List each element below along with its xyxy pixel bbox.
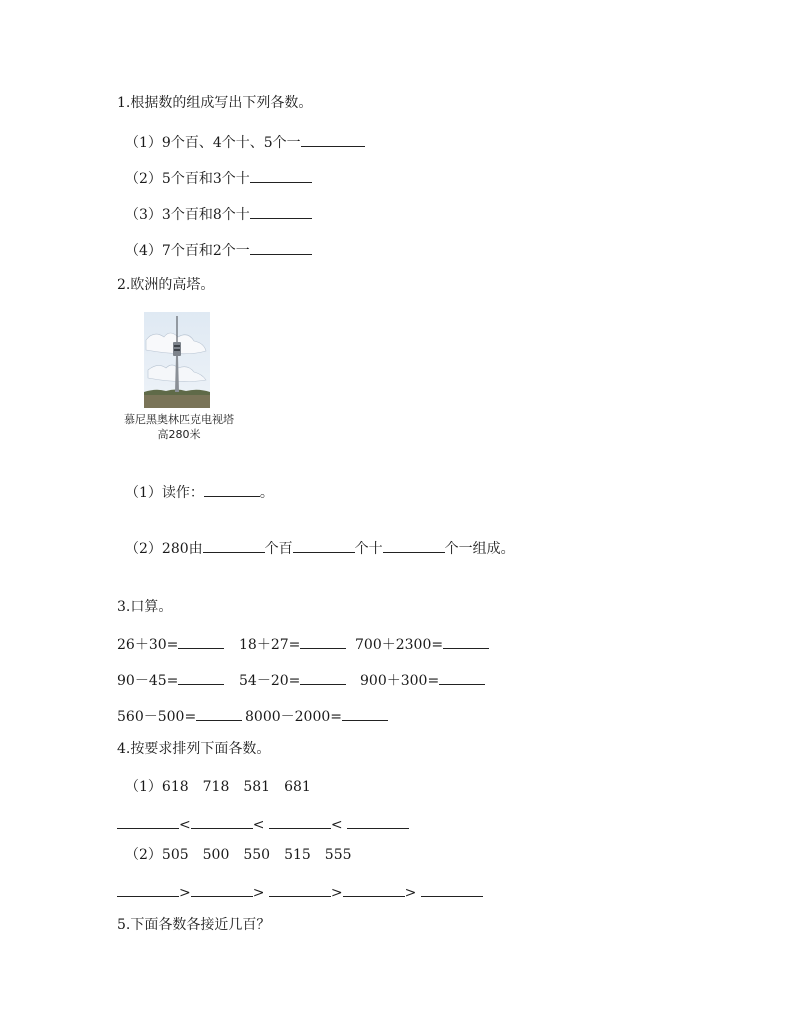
answer-blank[interactable] xyxy=(439,670,485,685)
item-text: 5个百和3个十 xyxy=(161,171,250,187)
greater-than-sign: > xyxy=(404,885,417,901)
answer-blank[interactable] xyxy=(203,538,265,553)
problem-text: 90－45= xyxy=(117,673,179,689)
part-text: 个一组成。 xyxy=(444,541,515,557)
period: 。 xyxy=(259,485,274,501)
numbers-list: 505 500 550 515 555 xyxy=(161,847,352,863)
calc-problem xyxy=(117,634,224,654)
answer-blank[interactable] xyxy=(250,204,312,219)
less-than-sign: < xyxy=(179,817,191,833)
problem-text: 26＋30= xyxy=(117,637,179,653)
answer-blank[interactable] xyxy=(342,706,388,721)
question-1-title: 1.根据数的组成写出下列各数。 xyxy=(117,95,313,111)
q1-item-4 xyxy=(125,240,312,260)
answer-blank[interactable] xyxy=(117,814,179,829)
numbers-list: 618 718 581 681 xyxy=(161,779,311,795)
q2-part-2 xyxy=(125,538,515,558)
item-text: 9个百、4个十、5个一 xyxy=(161,135,301,151)
answer-blank[interactable] xyxy=(343,882,405,897)
answer-blank[interactable] xyxy=(347,814,409,829)
answer-blank[interactable] xyxy=(196,706,242,721)
greater-than-sign: > xyxy=(252,885,265,901)
item-number: （4） xyxy=(125,243,162,259)
calc-problem xyxy=(117,670,224,690)
answer-blank[interactable] xyxy=(301,132,365,147)
answer-blank[interactable] xyxy=(269,814,331,829)
part-text: 读作： xyxy=(161,485,204,501)
question-5-title: 5.下面各数各接近几百？ xyxy=(117,917,271,933)
q4-part-2-answer xyxy=(117,882,483,902)
calc-problem xyxy=(355,634,489,654)
problem-text: 900＋300= xyxy=(360,673,440,689)
part-number: （1） xyxy=(125,779,162,795)
q4-part-1-answer xyxy=(117,814,409,834)
answer-blank[interactable] xyxy=(204,482,260,497)
item-number: （1） xyxy=(125,135,162,151)
answer-blank[interactable] xyxy=(300,670,346,685)
part-number: （2） xyxy=(125,541,162,557)
greater-than-sign: > xyxy=(179,885,191,901)
tv-tower-image xyxy=(144,312,210,408)
answer-blank[interactable] xyxy=(117,882,179,897)
part-text: 个百 xyxy=(264,541,293,557)
q2-part-1 xyxy=(125,482,274,502)
q4-part-2-numbers xyxy=(125,846,352,864)
answer-blank[interactable] xyxy=(421,882,483,897)
less-than-sign: < xyxy=(252,817,265,833)
answer-blank[interactable] xyxy=(250,240,312,255)
answer-blank[interactable] xyxy=(191,814,253,829)
question-2-title: 2.欧洲的高塔。 xyxy=(117,277,215,293)
tower-caption-height: 高280米 xyxy=(157,428,201,441)
calc-problem xyxy=(239,670,346,690)
item-text: 7个百和2个一 xyxy=(161,243,250,259)
answer-blank[interactable] xyxy=(300,634,346,649)
answer-blank[interactable] xyxy=(443,634,489,649)
question-4-title: 4.按要求排列下面各数。 xyxy=(117,741,271,757)
answer-blank[interactable] xyxy=(269,882,331,897)
calc-problem xyxy=(117,706,242,726)
less-than-sign: < xyxy=(330,817,343,833)
greater-than-sign: > xyxy=(330,885,343,901)
problem-text: 560－500= xyxy=(117,709,197,725)
part-number: （2） xyxy=(125,847,162,863)
q4-part-1-numbers xyxy=(125,778,311,796)
part-text: 个十 xyxy=(354,541,383,557)
calc-problem xyxy=(245,706,388,726)
problem-text: 8000－2000= xyxy=(245,709,342,725)
q1-item-2 xyxy=(125,168,312,188)
q1-item-3 xyxy=(125,204,312,224)
part-number: （1） xyxy=(125,485,162,501)
answer-blank[interactable] xyxy=(250,168,312,183)
item-number: （2） xyxy=(125,171,162,187)
calc-problem xyxy=(360,670,485,690)
problem-text: 700＋2300= xyxy=(355,637,444,653)
q1-item-1 xyxy=(125,132,365,152)
calc-problem xyxy=(239,634,346,654)
problem-text: 18＋27= xyxy=(239,637,301,653)
item-number: （3） xyxy=(125,207,162,223)
problem-text: 54－20= xyxy=(239,673,301,689)
answer-blank[interactable] xyxy=(178,634,224,649)
answer-blank[interactable] xyxy=(178,670,224,685)
part-text: 280由 xyxy=(161,541,203,557)
tower-caption-name: 慕尼黑奥林匹克电视塔 xyxy=(124,413,234,426)
answer-blank[interactable] xyxy=(383,538,445,553)
answer-blank[interactable] xyxy=(293,538,355,553)
answer-blank[interactable] xyxy=(191,882,253,897)
question-3-title: 3.口算。 xyxy=(117,599,173,615)
item-text: 3个百和8个十 xyxy=(161,207,250,223)
